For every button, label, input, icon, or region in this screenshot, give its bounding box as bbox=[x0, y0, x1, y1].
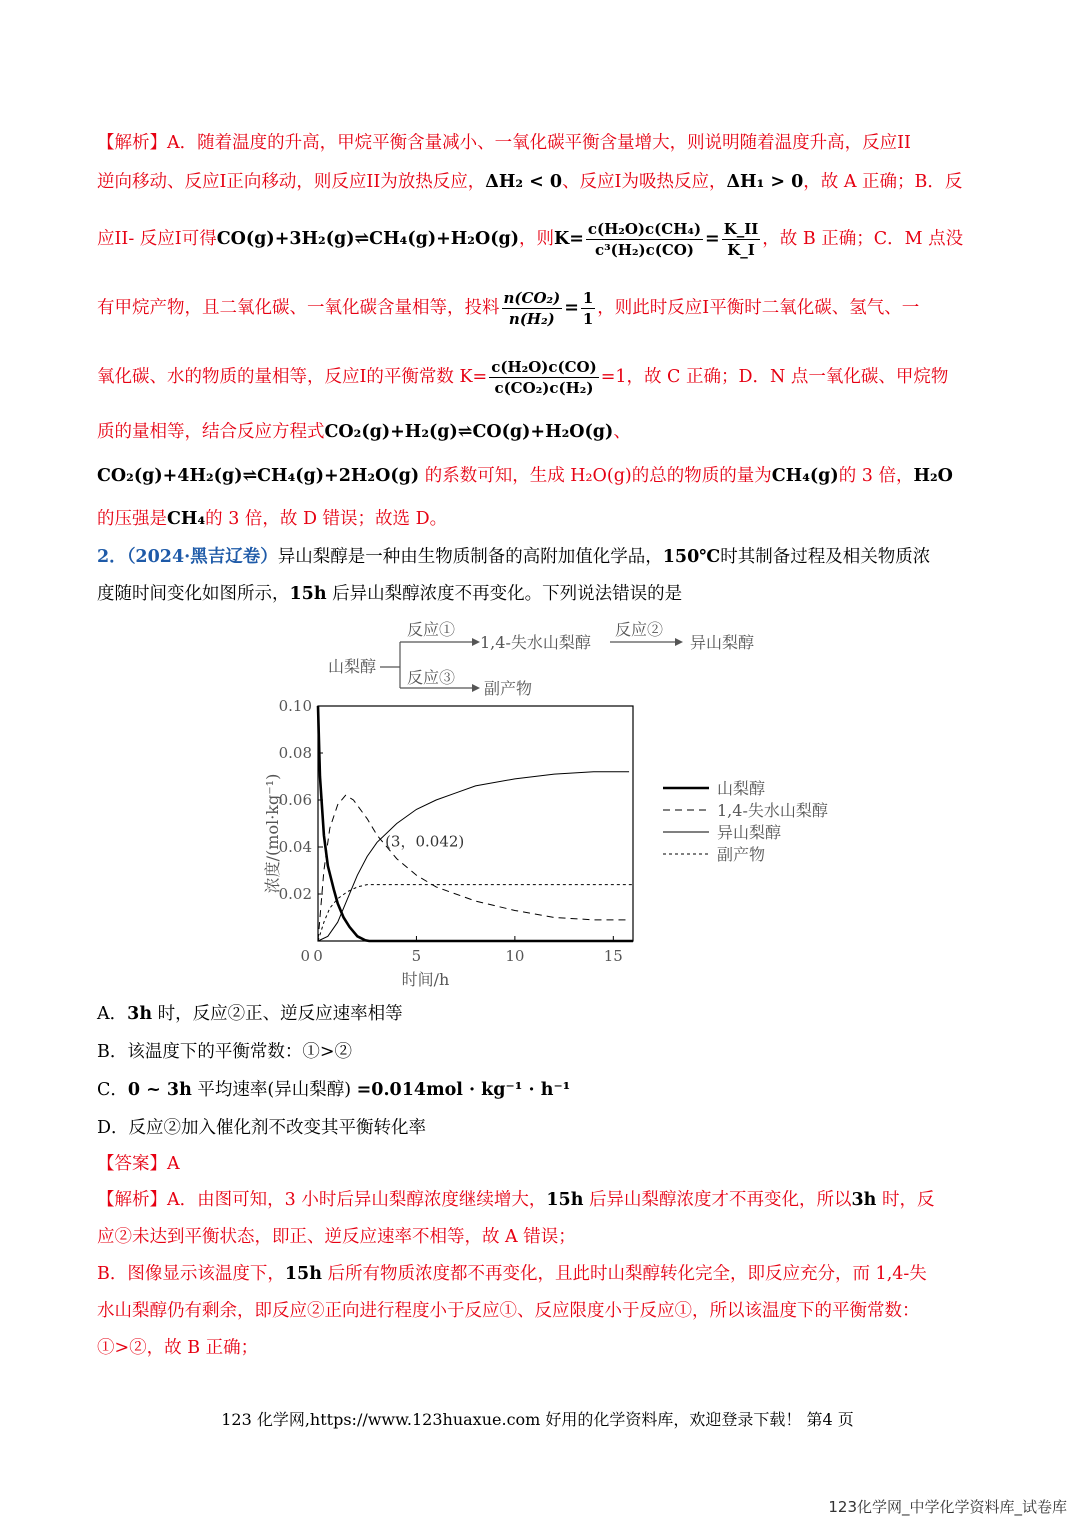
analysis2-line4: 水山梨醇仍有剩余，即反应②正向进行程度小于反应①、反应限度小于反应①，所以该温度下的平衡常数： bbox=[97, 1301, 920, 1321]
analysis1-line2: 逆向移动、反应I正向移动，则反应II为放热反应，ΔH₂ < 0、反应I为吸热反应，ΔH₁ > 0，故 A 正确；B．反 bbox=[97, 172, 963, 192]
plot-area bbox=[263, 697, 633, 989]
legend-label-3: 异山梨醇 bbox=[717, 823, 782, 842]
scheme-r3: 反应③ bbox=[407, 668, 456, 687]
legend bbox=[663, 779, 828, 864]
scheme-r2: 反应② bbox=[615, 620, 664, 639]
legend-label-4: 副产物 bbox=[717, 845, 766, 864]
x-axis-label: 时间/h bbox=[401, 970, 450, 989]
analysis1-line8: 的压强是CH₄的 3 倍，故 D 错误；故选 D。 bbox=[97, 509, 448, 529]
analysis1-line7: CO₂(g)+4H₂(g)⇌CH₄(g)+2H₂O(g) 的系数可知，生成 H₂O(g)的总的物质的量为CH₄(g)的 3 倍，H₂O bbox=[97, 466, 953, 486]
question2-line1: 2．（2024·黑吉辽卷）异山梨醇是一种由生物质制备的高附加值化学品，150℃时其制备过程及相关物质浓 bbox=[97, 547, 931, 567]
scheme-start: 山梨醇 bbox=[328, 657, 377, 676]
analysis2-line3: B．图像显示该温度下，15h 后所有物质浓度都不再变化，且此时山梨醇转化完全，即反应充分，而 1,4-失 bbox=[97, 1264, 927, 1284]
analysis1-line3: 应II- 反应I可得CO(g)+3H₂(g)⇌CH₄(g)+H₂O(g)，则K= $\frac{\text{c(H₂O)c(CH₄)}}{\text{c³(H₂)c(CO)}}$ = $\frac{K\_II}{K\_I}$ ，故 B 正确；C．M 点没 bbox=[97, 220, 964, 259]
watermark: 123化学网_中学化学资料库_试卷库 bbox=[828, 1498, 1067, 1516]
scheme-p3: 副产物 bbox=[484, 679, 533, 698]
y-tick-label: 0.10 bbox=[278, 697, 312, 715]
scheme-p2: 异山梨醇 bbox=[690, 633, 755, 652]
y-tick-label: 0.08 bbox=[278, 744, 312, 762]
x-tick-label: 5 bbox=[411, 947, 422, 965]
scheme-p1: 1,4-失水山梨醇 bbox=[480, 633, 591, 652]
analysis1-line6: 质的量相等，结合反应方程式CO₂(g)+H₂(g)⇌CO(g)+H₂O(g)、 bbox=[97, 422, 631, 442]
analysis1-line1: 【解析】A．随着温度的升高，甲烷平衡含量减小、一氧化碳平衡含量增大，则说明随着温度升高，反应II bbox=[97, 133, 911, 153]
legend-label-1: 山梨醇 bbox=[717, 779, 766, 798]
answer: 【答案】A bbox=[97, 1154, 180, 1174]
series-line-1 bbox=[318, 706, 633, 941]
plot-frame bbox=[318, 706, 633, 941]
annotation-label: (3，0.042) bbox=[385, 832, 465, 851]
y-tick-label: 0.02 bbox=[278, 885, 312, 903]
option-d: D．反应②加入催化剂不改变其平衡转化率 bbox=[97, 1118, 427, 1138]
analysis2-line2: 应②未达到平衡状态，即正、逆反应速率不相等，故 A 错误； bbox=[97, 1227, 576, 1247]
x-tick-label: 0 bbox=[313, 947, 323, 965]
analysis2-line5: ①>②，故 B 正确； bbox=[97, 1338, 259, 1358]
origin-label: 0 bbox=[300, 947, 310, 965]
analysis1-line4: 有甲烷产物，且二氧化碳、一氧化碳含量相等，投料 $\frac{\text{n(CO₂)}}{\text{n(H₂)}}$ = $\frac{1}{1}$ ，则此时反应I平衡时二氧化碳、氢气、一 bbox=[97, 289, 920, 328]
option-c: C．0 ~ 3h 平均速率(异山梨醇) =0.014mol · kg⁻¹ · h⁻¹ bbox=[97, 1080, 571, 1100]
series-line-4 bbox=[318, 885, 633, 941]
series-line-2 bbox=[318, 795, 629, 941]
analysis2-line1: 【解析】A．由图可知，3 小时后异山梨醇浓度继续增大，15h 后异山梨醇浓度才不再变化，所以3h 时，反 bbox=[97, 1190, 935, 1210]
y-tick-label: 0.04 bbox=[278, 838, 312, 856]
y-axis-label: 浓度/(mol·kg⁻¹) bbox=[263, 773, 282, 894]
scheme-r1: 反应① bbox=[407, 620, 456, 639]
legend-label-2: 1,4-失水山梨醇 bbox=[717, 801, 828, 820]
analysis1-line5: 氧化碳、水的物质的量相等，反应I的平衡常数 K= $\frac{\text{c(H₂O)c(CO)}}{\text{c(CO₂)c(H₂)}}$ =1，故 C 正确；D．N 点一氧化碳、甲烷物 bbox=[97, 358, 949, 397]
reaction-scheme bbox=[328, 620, 754, 698]
option-a: A．3h 时，反应②正、逆反应速率相等 bbox=[97, 1004, 403, 1024]
x-tick-label: 15 bbox=[603, 947, 623, 965]
x-tick-label: 10 bbox=[505, 947, 525, 965]
page-footer: 123 化学网,https://www.123huaxue.com 好用的化学资料库，欢迎登录下载！ 第4 页 bbox=[221, 1410, 854, 1429]
y-tick-label: 0.06 bbox=[278, 791, 312, 809]
option-b: B．该温度下的平衡常数：①>② bbox=[97, 1042, 353, 1062]
figure bbox=[250, 610, 850, 995]
question2-line2: 度随时间变化如图所示，15h 后异山梨醇浓度不再变化。下列说法错误的是 bbox=[97, 584, 683, 604]
series-line-3 bbox=[318, 772, 629, 941]
